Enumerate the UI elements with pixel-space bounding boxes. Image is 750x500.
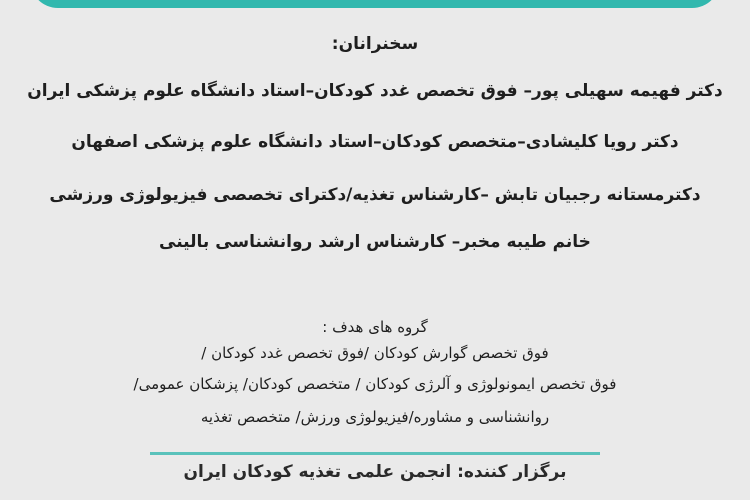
- speakers-heading: سخنرانان:: [331, 34, 419, 54]
- target-group-line: فوق تخصص ایمونولوژی و آلرژی کودکان / متخصص کودکان/ پزشکان عمومی/: [133, 375, 617, 393]
- speaker-item: خانم طیبه مخبر– کارشناس ارشد روانشناسی بالینی: [159, 232, 591, 252]
- speaker-item: دکتر فهیمه سهیلی پور– فوق تخصص غدد کودکان–استاد دانشگاه علوم پزشکی ایران: [27, 81, 723, 101]
- top-banner: [30, 0, 720, 8]
- target-group-line: فوق تخصص گوارش کودکان /فوق تخصص غدد کودکان /: [201, 344, 549, 362]
- organizer-label: برگزار کننده: انجمن علمی تغذیه کودکان ایران: [183, 462, 567, 482]
- speaker-item: دکتر رویا کلیشادی–متخصص کودکان–استاد دانشگاه علوم پزشکی اصفهان: [71, 132, 679, 152]
- speaker-item: دکترمستانه رجبیان تابش –کارشناس تغذیه/دکترای تخصصی فیزیولوژی ورزشی: [49, 185, 701, 205]
- target-groups-heading: گروه های هدف :: [322, 318, 428, 336]
- target-group-line: روانشناسی و مشاوره/فیزیولوژی ورزش/ متخصص تغذیه: [200, 408, 550, 426]
- divider: [150, 452, 600, 455]
